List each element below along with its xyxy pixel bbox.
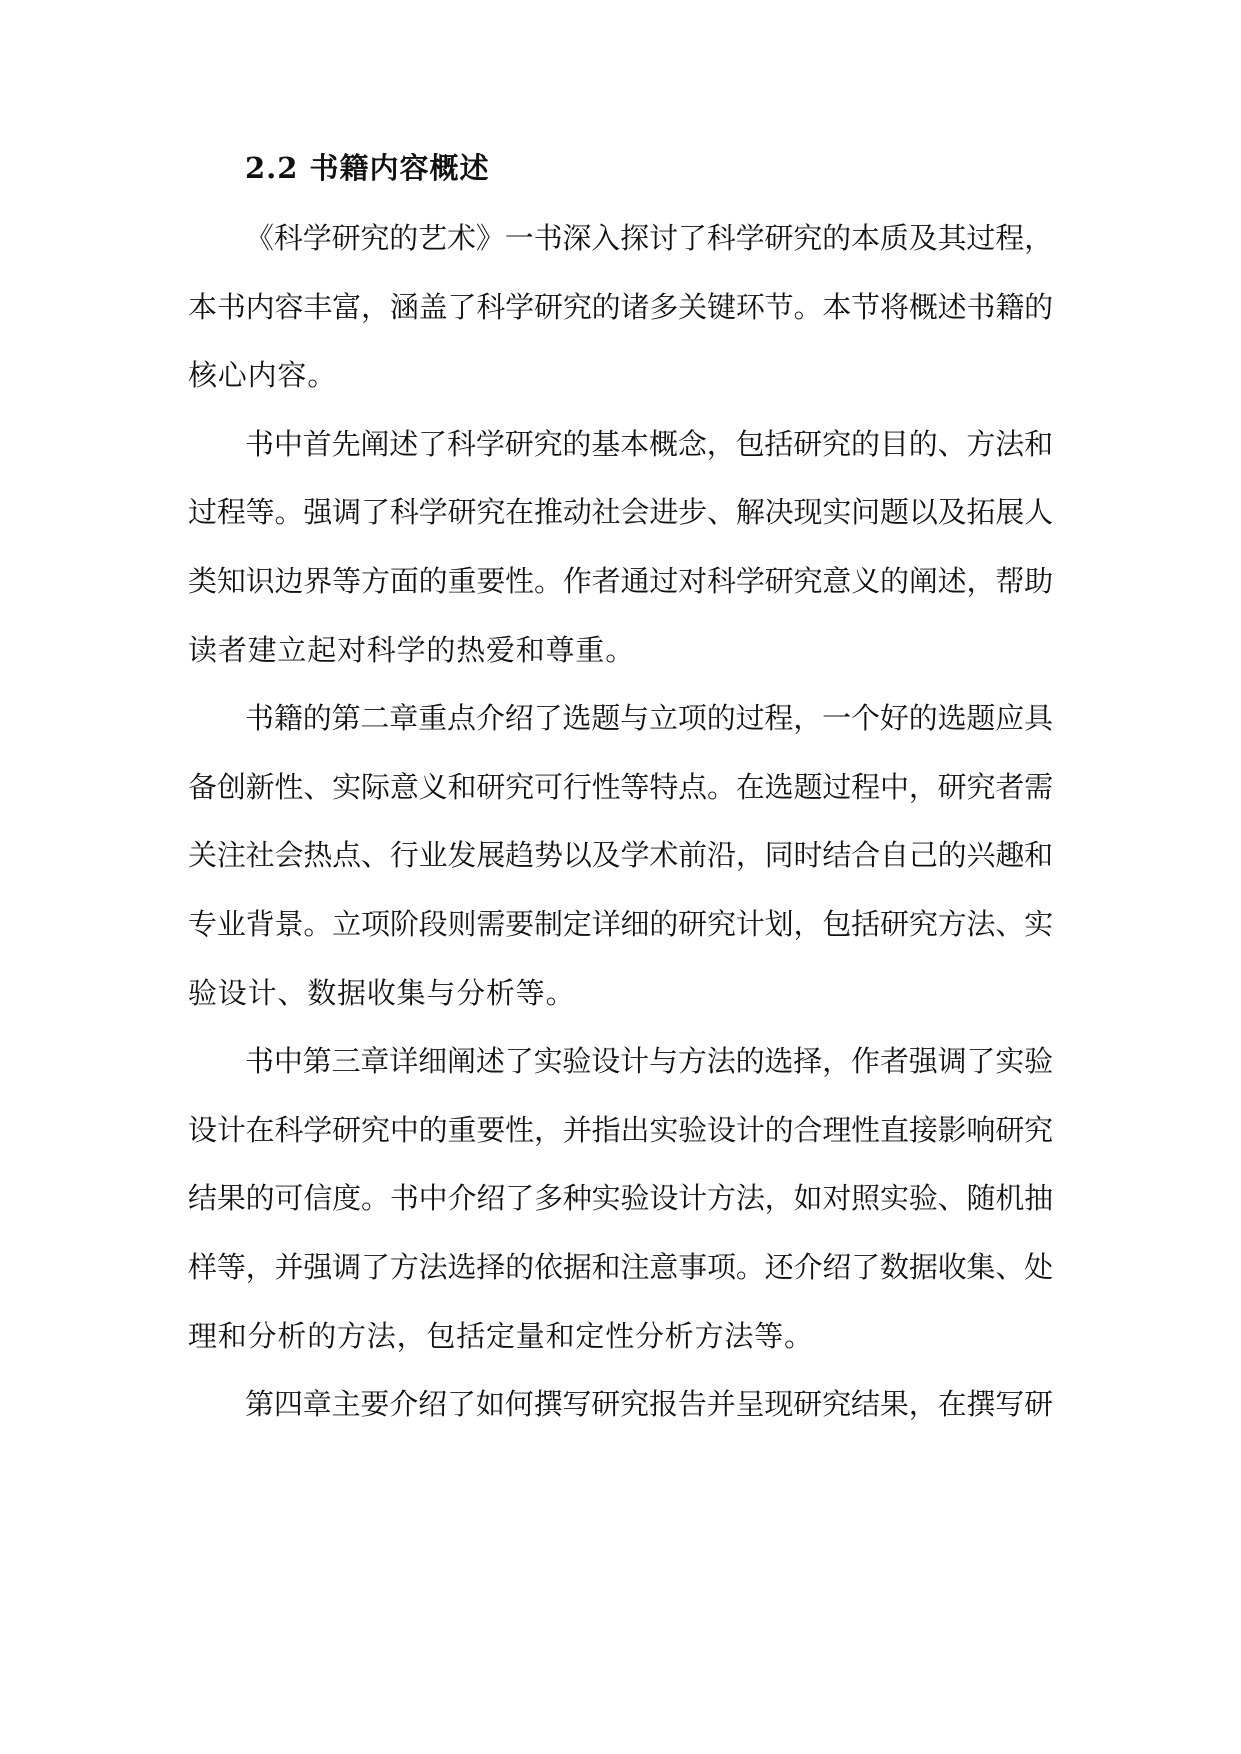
text-line: 样等，并强调了方法选择的依据和注意事项。还介绍了数据收集、处 [188,1250,1053,1284]
text-line: 类知识边界等方面的重要性。作者通过对科学研究意义的阐述，帮助 [188,564,1053,598]
text-line: 第四章主要介绍了如何撰写研究报告并呈现研究结果，在撰写研 [245,1387,1053,1421]
text-line: 设计在科学研究中的重要性，并指出实验设计的合理性直接影响研究 [188,1113,1053,1147]
text-line: 《科学研究的艺术》一书深入探讨了科学研究的本质及其过程， [245,221,1053,255]
text-line: 书籍的第二章重点介绍了选题与立项的过程，一个好的选题应具 [245,701,1053,735]
section-heading: 2.2 书籍内容概述 [245,151,490,185]
text-line: 专业背景。立项阶段则需要制定详细的研究计划，包括研究方法、实 [188,907,1053,941]
text-line: 读者建立起对科学的热爱和尊重。 [188,633,636,667]
text-line: 过程等。强调了科学研究在推动社会进步、解决现实问题以及拓展人 [188,495,1053,529]
text-line: 书中第三章详细阐述了实验设计与方法的选择，作者强调了实验 [245,1044,1053,1078]
text-line: 关注社会热点、行业发展趋势以及学术前沿，同时结合自己的兴趣和 [188,838,1053,872]
text-line: 验设计、数据收集与分析等。 [188,976,576,1010]
text-line: 结果的可信度。书中介绍了多种实验设计方法，如对照实验、随机抽 [188,1181,1053,1215]
text-line: 理和分析的方法，包括定量和定性分析方法等。 [188,1319,814,1353]
text-line: 备创新性、实际意义和研究可行性等特点。在选题过程中，研究者需 [188,770,1053,804]
text-line: 书中首先阐述了科学研究的基本概念，包括研究的目的、方法和 [245,427,1053,461]
text-line: 核心内容。 [188,358,338,392]
text-line: 本书内容丰富，涵盖了科学研究的诸多关键环节。本节将概述书籍的 [188,290,1053,324]
